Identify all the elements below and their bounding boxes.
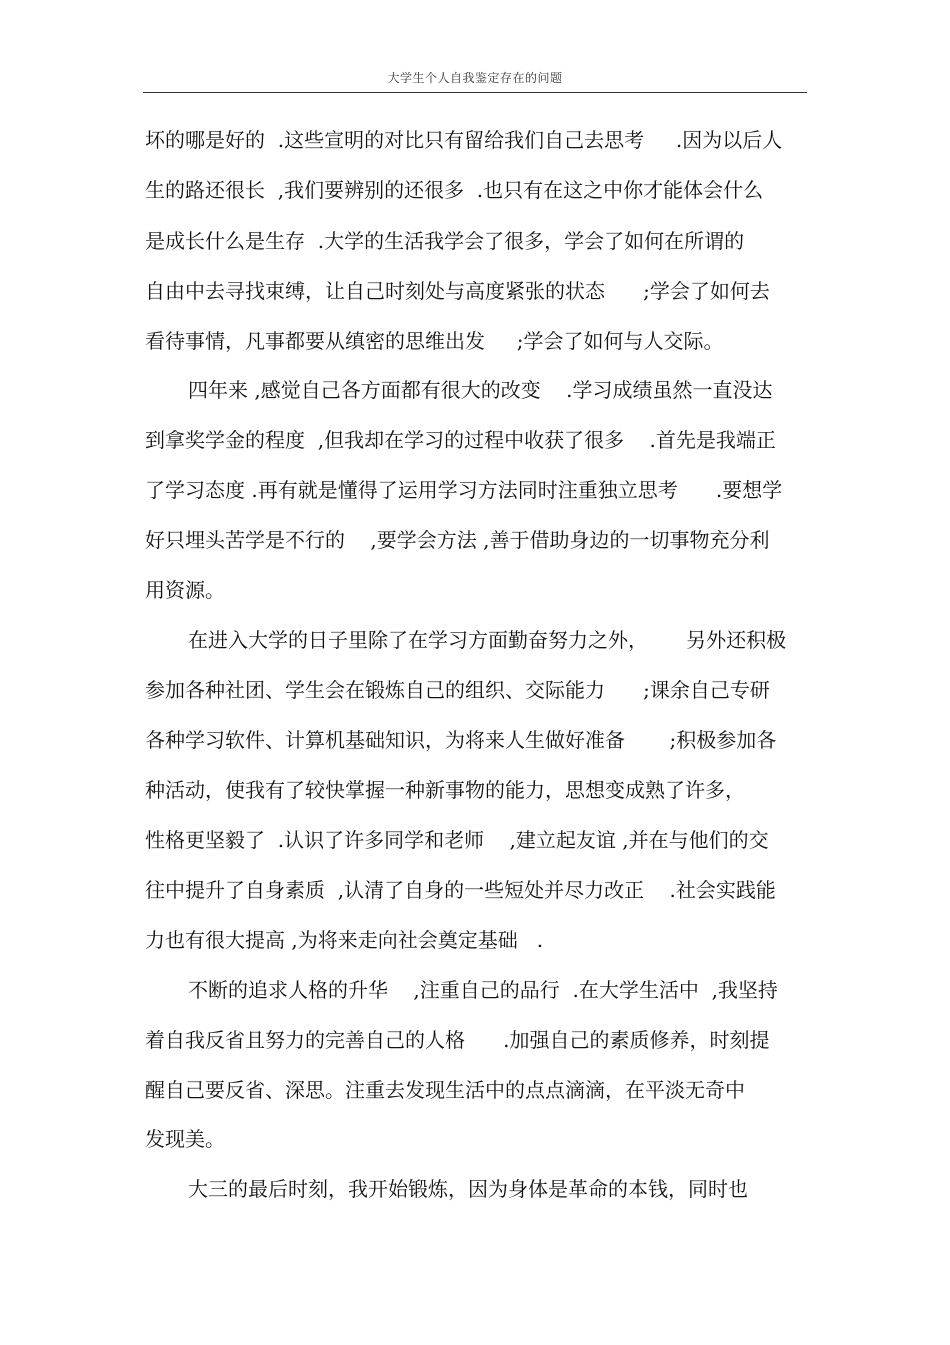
text-line: 力也有很大提高 ,为将来走向社会奠定基础 . <box>145 928 544 952</box>
page-header <box>143 62 807 93</box>
text-line: 性格更坚毅了 .认识了许多同学和老师 ,建立起友谊 ,并在与他们的交 <box>145 828 769 852</box>
text-line: 各种学习软件、计算机基础知识，为将来人生做好准备 ;积极参加各 <box>145 728 777 752</box>
text-line: 坏的哪是好的 .这些宣明的对比只有留给我们自己去思考 .因为以后人 <box>145 128 783 152</box>
text-line: 着自我反省且努力的完善自己的人格 .加强自己的素质修养，时刻提 <box>145 1028 770 1052</box>
text-line: 看待事情，凡事都要从缜密的思维出发 ;学会了如何与人交际。 <box>145 329 724 353</box>
header-title: 大学生个人自我鉴定存在的问题 <box>387 71 563 85</box>
text-line: 了学习态度 .再有就是懂得了运用学习方法同时注重独立思考 .要想学 <box>145 478 783 502</box>
text-line: 是成长什么是生存 .大学的生活我学会了很多，学会了如何在所谓的 <box>145 229 745 253</box>
text-line: 自由中去寻找束缚，让自己时刻处与高度紧张的状态 ;学会了如何去 <box>145 279 770 303</box>
paragraph-first-line: 在进入大学的日子里除了在学习方面勤奋努力之外， 另外还积极 <box>188 628 787 652</box>
text-line: 往中提升了自身素质 ,认清了自身的一些短处并尽力改正 .社会实践能 <box>145 878 776 902</box>
text-line: 生的路还很长 ,我们要辨别的还很多 .也只有在这之中你才能体会什么 <box>145 178 764 202</box>
text-line: 参加各种社团、学生会在锻炼自己的组织、交际能力 ;课余自己专研 <box>145 678 770 702</box>
paragraph-first-line: 四年来 ,感觉自己各方面都有很大的改变 .学习成绩虽然一直没达 <box>188 378 773 402</box>
text-line: 好只埋头苦学是不行的 ,要学会方法 ,善于借助身边的一切事物充分利 <box>145 528 770 552</box>
text-line: 到拿奖学金的程度 ,但我却在学习的过程中收获了很多 .首先是我端正 <box>145 428 776 452</box>
paragraph-first-line: 不断的追求人格的升华 ,注重自己的品行 .在大学生活中 ,我坚持 <box>188 978 778 1002</box>
text-line: 种活动，使我有了较快掌握一种新事物的能力，思想变成熟了许多， <box>145 778 745 802</box>
paragraph-first-line: 大三的最后时刻，我开始锻炼，因为身体是革命的本钱，同时也 <box>188 1177 748 1201</box>
text-line: 用资源。 <box>145 578 225 602</box>
text-line: 发现美。 <box>145 1127 225 1151</box>
text-line: 醒自己要反省、深思。注重去发现生活中的点点滴滴，在平淡无奇中 <box>145 1078 745 1102</box>
